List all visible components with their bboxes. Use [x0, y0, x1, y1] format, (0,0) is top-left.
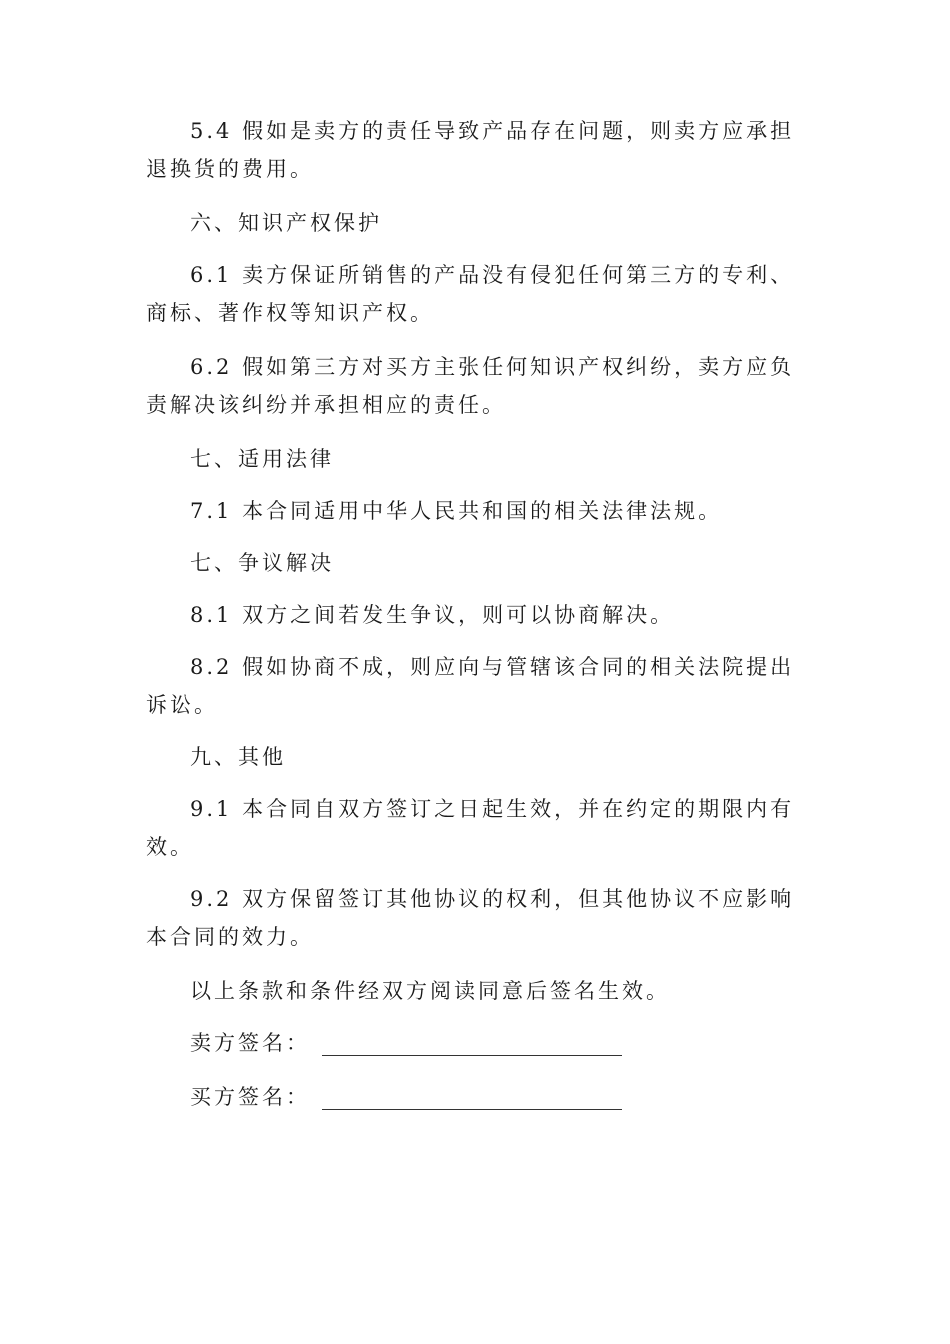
document-page	[146, 112, 810, 1132]
section-heading-law: 七、适用法律	[190, 447, 334, 471]
clause-9-2: 9.2 双方保留签订其他协议的权利，但其他协议不应影响本合同的效力。	[146, 887, 795, 949]
seller-signature-row	[146, 1024, 810, 1062]
buyer-signature-row	[146, 1078, 810, 1116]
buyer-signature-line	[322, 1083, 622, 1110]
clause-7-1: 7.1 本合同适用中华人民共和国的相关法律法规。	[190, 499, 723, 523]
section-heading-other: 九、其他	[190, 745, 286, 769]
closing-statement: 以上条款和条件经双方阅读同意后签名生效。	[190, 979, 670, 1003]
clause-6-2: 6.2 假如第三方对买方主张任何知识产权纠纷，卖方应负责解决该纠纷并承担相应的责任。	[146, 355, 795, 417]
section-heading-ip: 六、知识产权保护	[190, 211, 382, 235]
clause-8-2: 8.2 假如协商不成，则应向与管辖该合同的相关法院提出诉讼。	[146, 655, 795, 717]
clause-9-1: 9.1 本合同自双方签订之日起生效，并在约定的期限内有效。	[146, 797, 795, 859]
clause-6-1: 6.1 卖方保证所销售的产品没有侵犯任何第三方的专利、商标、著作权等知识产权。	[146, 263, 795, 325]
clause-8-1: 8.1 双方之间若发生争议，则可以协商解决。	[190, 603, 675, 627]
buyer-signature-label: 买方签名：	[190, 1085, 310, 1109]
clause-5-4: 5.4 假如是卖方的责任导致产品存在问题，则卖方应承担退换货的费用。	[146, 119, 795, 181]
section-heading-dispute: 七、争议解决	[190, 551, 334, 575]
seller-signature-label: 卖方签名：	[190, 1031, 310, 1055]
seller-signature-line	[322, 1029, 622, 1056]
